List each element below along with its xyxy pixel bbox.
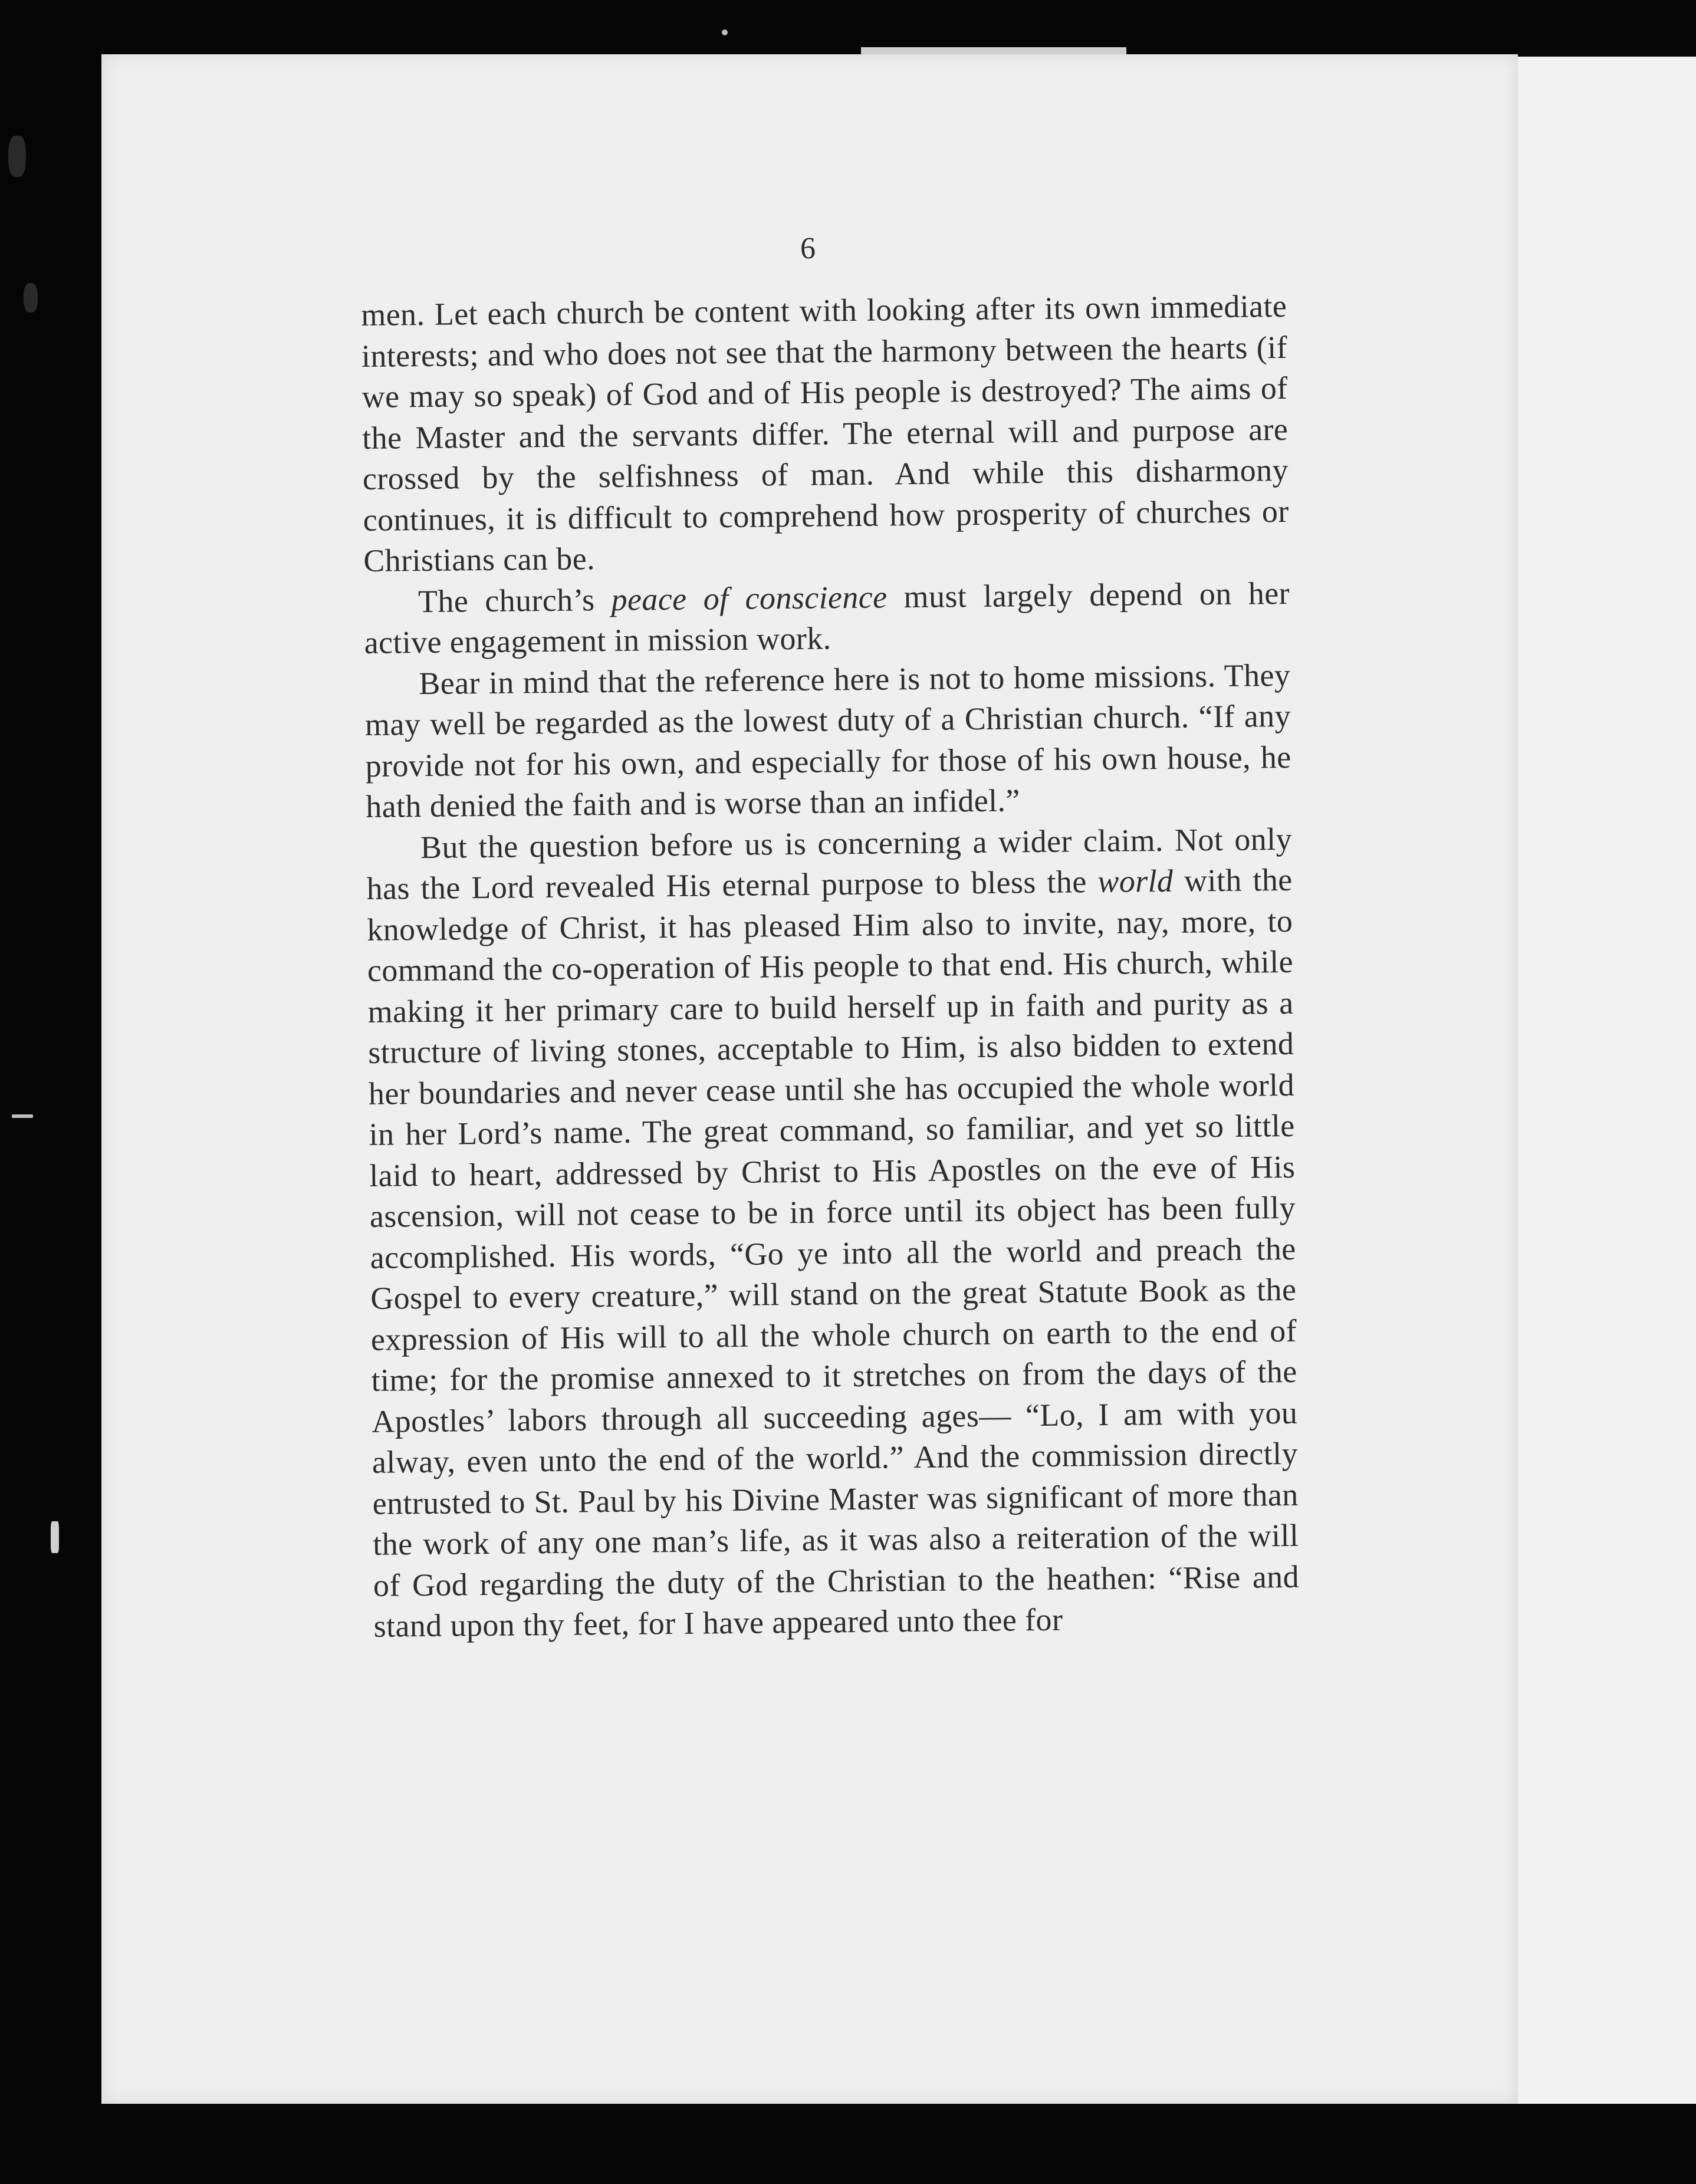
text-run: must largely depend on her active engagement in mission work.	[364, 575, 1290, 660]
page-body-text	[361, 286, 1300, 1647]
edge-speck	[12, 1114, 33, 1118]
page-number: 6	[800, 232, 816, 265]
text-run: with the knowledge of Christ, it has pleased Him also to invite, nay, more, to command the co-operation of His people to that end. His church, while making it her primary care to build herself up in faith and purity as a structure of living stones, acceptable to Him, is also bidden to extend her boundaries and never cease until she has occupied the whole world in her Lord’s name. The great command, so familiar, and yet so little laid to heart, addressed by Christ to His Apostles on the eve of His ascension, will not cease to be in force until its object has been fully accomplished. His words, “Go ye into all the world and preach the Gospel to every creature,” will stand on the great Statute Book as the expression of His will to all the whole church on earth to the end of time; for the promise annexed to it stretches on from the days of the Apostles’ labors through all succeeding ages— “Lo, I am with you alway, even unto the end of the world.” And the commission directly entrusted to St. Paul by his Divine Master was significant of more than the work of any one man’s life, as it was also a reiteration of the will of God regarding the duty of the Christian to the heathen: “Rise and stand upon thy feet, for I have appeared unto thee for	[367, 861, 1300, 1644]
text-run: men. Let each church be content with looking after its own immediate interests; and who does not see that the harmony between the hearts (if we may so speak) of God and of His people is destroyed? The aims of the Master and the servants differ. The eternal will and purpose are crossed by the selfishness of man. And while this disharmony continues, it is difficult to comprehend how prosperity of churches or Christians can be.	[361, 288, 1289, 578]
facing-page-edge	[1498, 57, 1696, 2104]
italic-run: peace of conscience	[611, 578, 888, 617]
edge-smudge	[8, 136, 26, 177]
paragraph	[364, 573, 1290, 663]
italic-run: world	[1097, 863, 1174, 900]
text-run: The church’s	[418, 581, 612, 619]
paragraph	[364, 654, 1292, 827]
text-run: Bear in mind that the reference here is not to home missions. They may well be regarded as the lowest duty of a Christian church. “If any provide not for his own, and especially for those of his own house, he hath denied the faith and is worse than an infidel.”	[364, 657, 1291, 824]
paragraph	[366, 818, 1300, 1647]
edge-speck	[51, 1521, 59, 1553]
edge-smudge	[24, 283, 38, 313]
text-run: But the question before us is concerning a wider claim. Not only has the Lord revealed His eternal purpose to bless the	[366, 821, 1293, 906]
paragraph	[361, 286, 1290, 582]
edge-speck	[722, 29, 728, 35]
